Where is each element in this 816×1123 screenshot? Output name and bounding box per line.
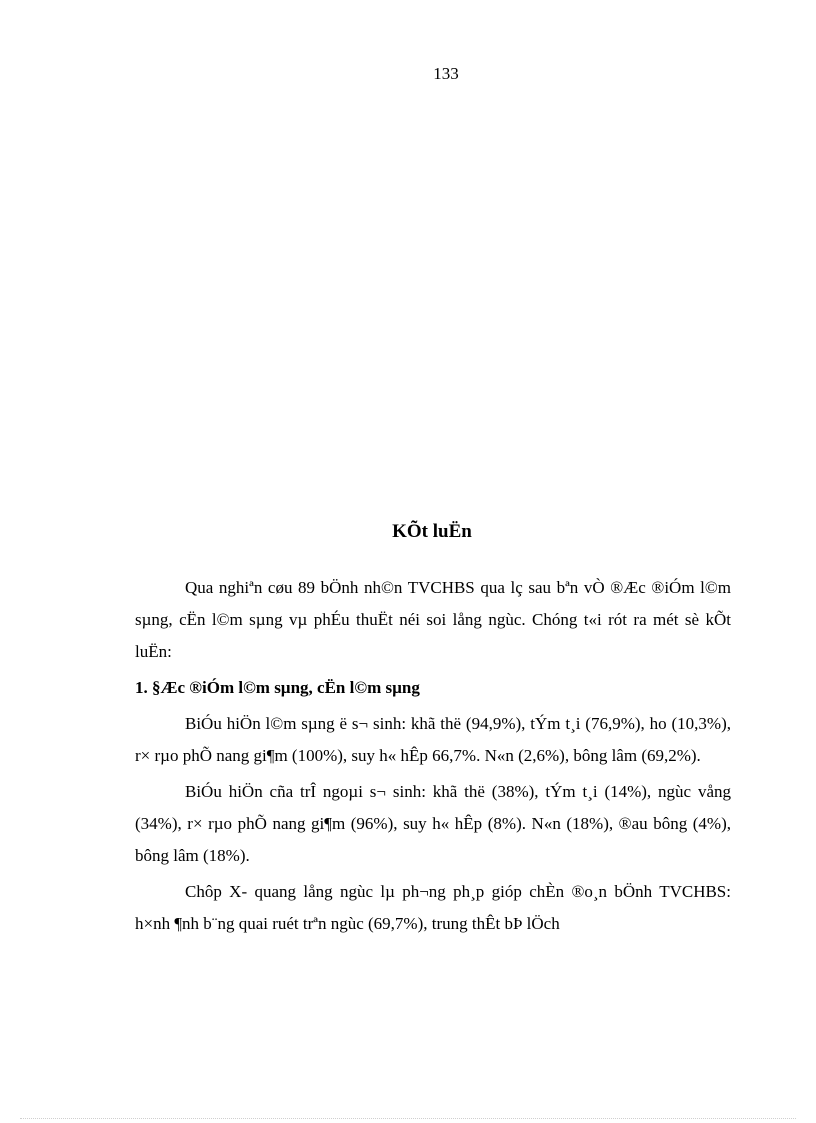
paragraph-non-neonatal: BiÓu hiÖn cña trÎ ngoµi s¬ sinh: khã thë (38%), tÝm t¸i (14%), ngùc vång (34%), r× rµo phÕ nang gi¶m (96%), suy h« hÊp (8%). N«n (18%), ®au bông (4%), bông lâm (18%).	[135, 782, 731, 865]
body-text	[135, 572, 731, 944]
bottom-rule	[20, 1118, 796, 1119]
paragraph-neonatal: BiÓu hiÖn l©m sµng ë s¬ sinh: khã thë (94,9%), tÝm t¸i (76,9%), ho (10,3%), r× rµo phÕ nang gi¶m (100%), suy h« hÊp 66,7%. N«n (2,6%), bông lâm (69,2%).	[135, 714, 731, 765]
section-heading: 1. §Æc ®iÓm l©m sµng, cËn l©m sµng	[135, 678, 420, 697]
paragraph-intro: Qua nghiªn cøu 89 bÖnh nh©n TVCHBS qua lç sau bªn vÒ ®Æc ®iÓm l©m sµng, cËn l©m sµng vµ phÉu thuËt néi soi lång ngùc. Chóng t«i rót ra mét sè kÕt luËn:	[135, 578, 731, 661]
page-number: 133	[433, 64, 459, 83]
paragraph-xray: Chôp X- quang lång ngùc lµ ph¬ng ph¸p gióp chÈn ®o¸n bÖnh TVCHBS: h×nh ¶nh b¨ng quai ruét trªn ngùc (69,7%), trung thÊt bÞ lÖch	[135, 882, 731, 933]
page-title: KÕt luËn	[392, 521, 472, 542]
